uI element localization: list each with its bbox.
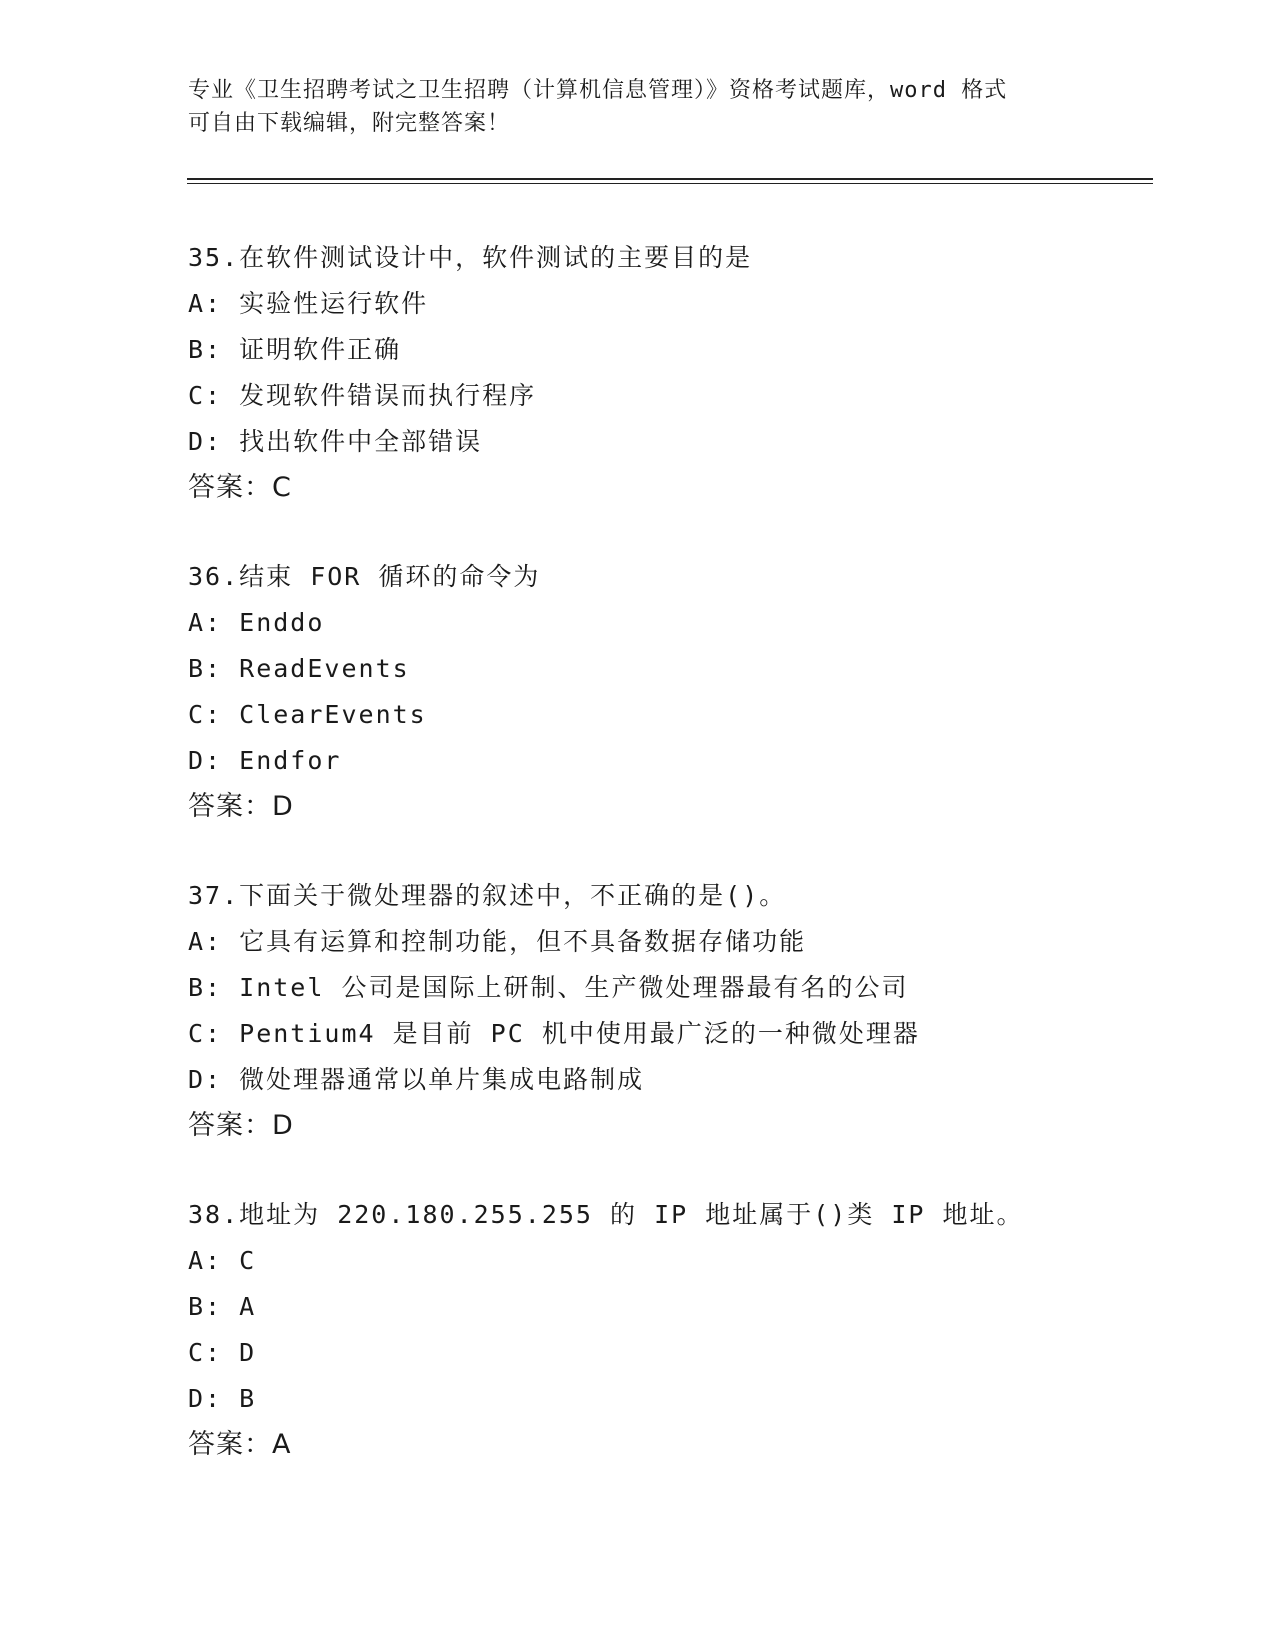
document-header (188, 74, 1088, 140)
header-divider-thin (187, 183, 1153, 184)
option-d: D: 微处理器通常以单片集成电路制成 (188, 1065, 645, 1094)
answer-line: 答案：C (188, 472, 292, 503)
answer-line: 答案：D (188, 1110, 294, 1141)
option-d: D: B (188, 1384, 257, 1413)
option-d: D: 找出软件中全部错误 (188, 427, 483, 456)
option-a: A: 实验性运行软件 (188, 289, 429, 318)
answer-line: 答案：A (188, 1429, 292, 1460)
option-c: C: ClearEvents (188, 700, 427, 729)
option-d: D: Endfor (188, 746, 342, 775)
question-36 (188, 554, 1168, 830)
question-stem: 38.地址为 220.180.255.255 的 IP 地址属于()类 IP 地址。 (188, 1200, 1024, 1229)
option-b: B: Intel 公司是国际上研制、生产微处理器最有名的公司 (188, 973, 909, 1002)
option-a: A: C (188, 1246, 257, 1275)
option-a: A: 它具有运算和控制功能，但不具备数据存储功能 (188, 927, 807, 956)
question-38 (188, 1192, 1168, 1468)
question-stem: 37.下面关于微处理器的叙述中，不正确的是()。 (188, 881, 787, 910)
answer-line: 答案：D (188, 791, 294, 822)
option-c: C: D (188, 1338, 257, 1367)
question-stem: 36.结束 FOR 循环的命令为 (188, 562, 541, 591)
question-stem: 35.在软件测试设计中，软件测试的主要目的是 (188, 243, 753, 272)
option-b: B: A (188, 1292, 257, 1321)
header-divider-thick (187, 178, 1153, 180)
option-c: C: Pentium4 是目前 PC 机中使用最广泛的一种微处理器 (188, 1019, 920, 1048)
question-37 (188, 873, 1168, 1149)
option-b: B: ReadEvents (188, 654, 410, 683)
option-a: A: Enddo (188, 608, 325, 637)
header-line-1: 专业《卫生招聘考试之卫生招聘（计算机信息管理）》资格考试题库，word 格式 (188, 78, 1008, 103)
header-line-2: 可自由下载编辑，附完整答案！ (188, 111, 511, 136)
option-c: C: 发现软件错误而执行程序 (188, 381, 537, 410)
question-35 (188, 235, 1168, 511)
option-b: B: 证明软件正确 (188, 335, 402, 364)
